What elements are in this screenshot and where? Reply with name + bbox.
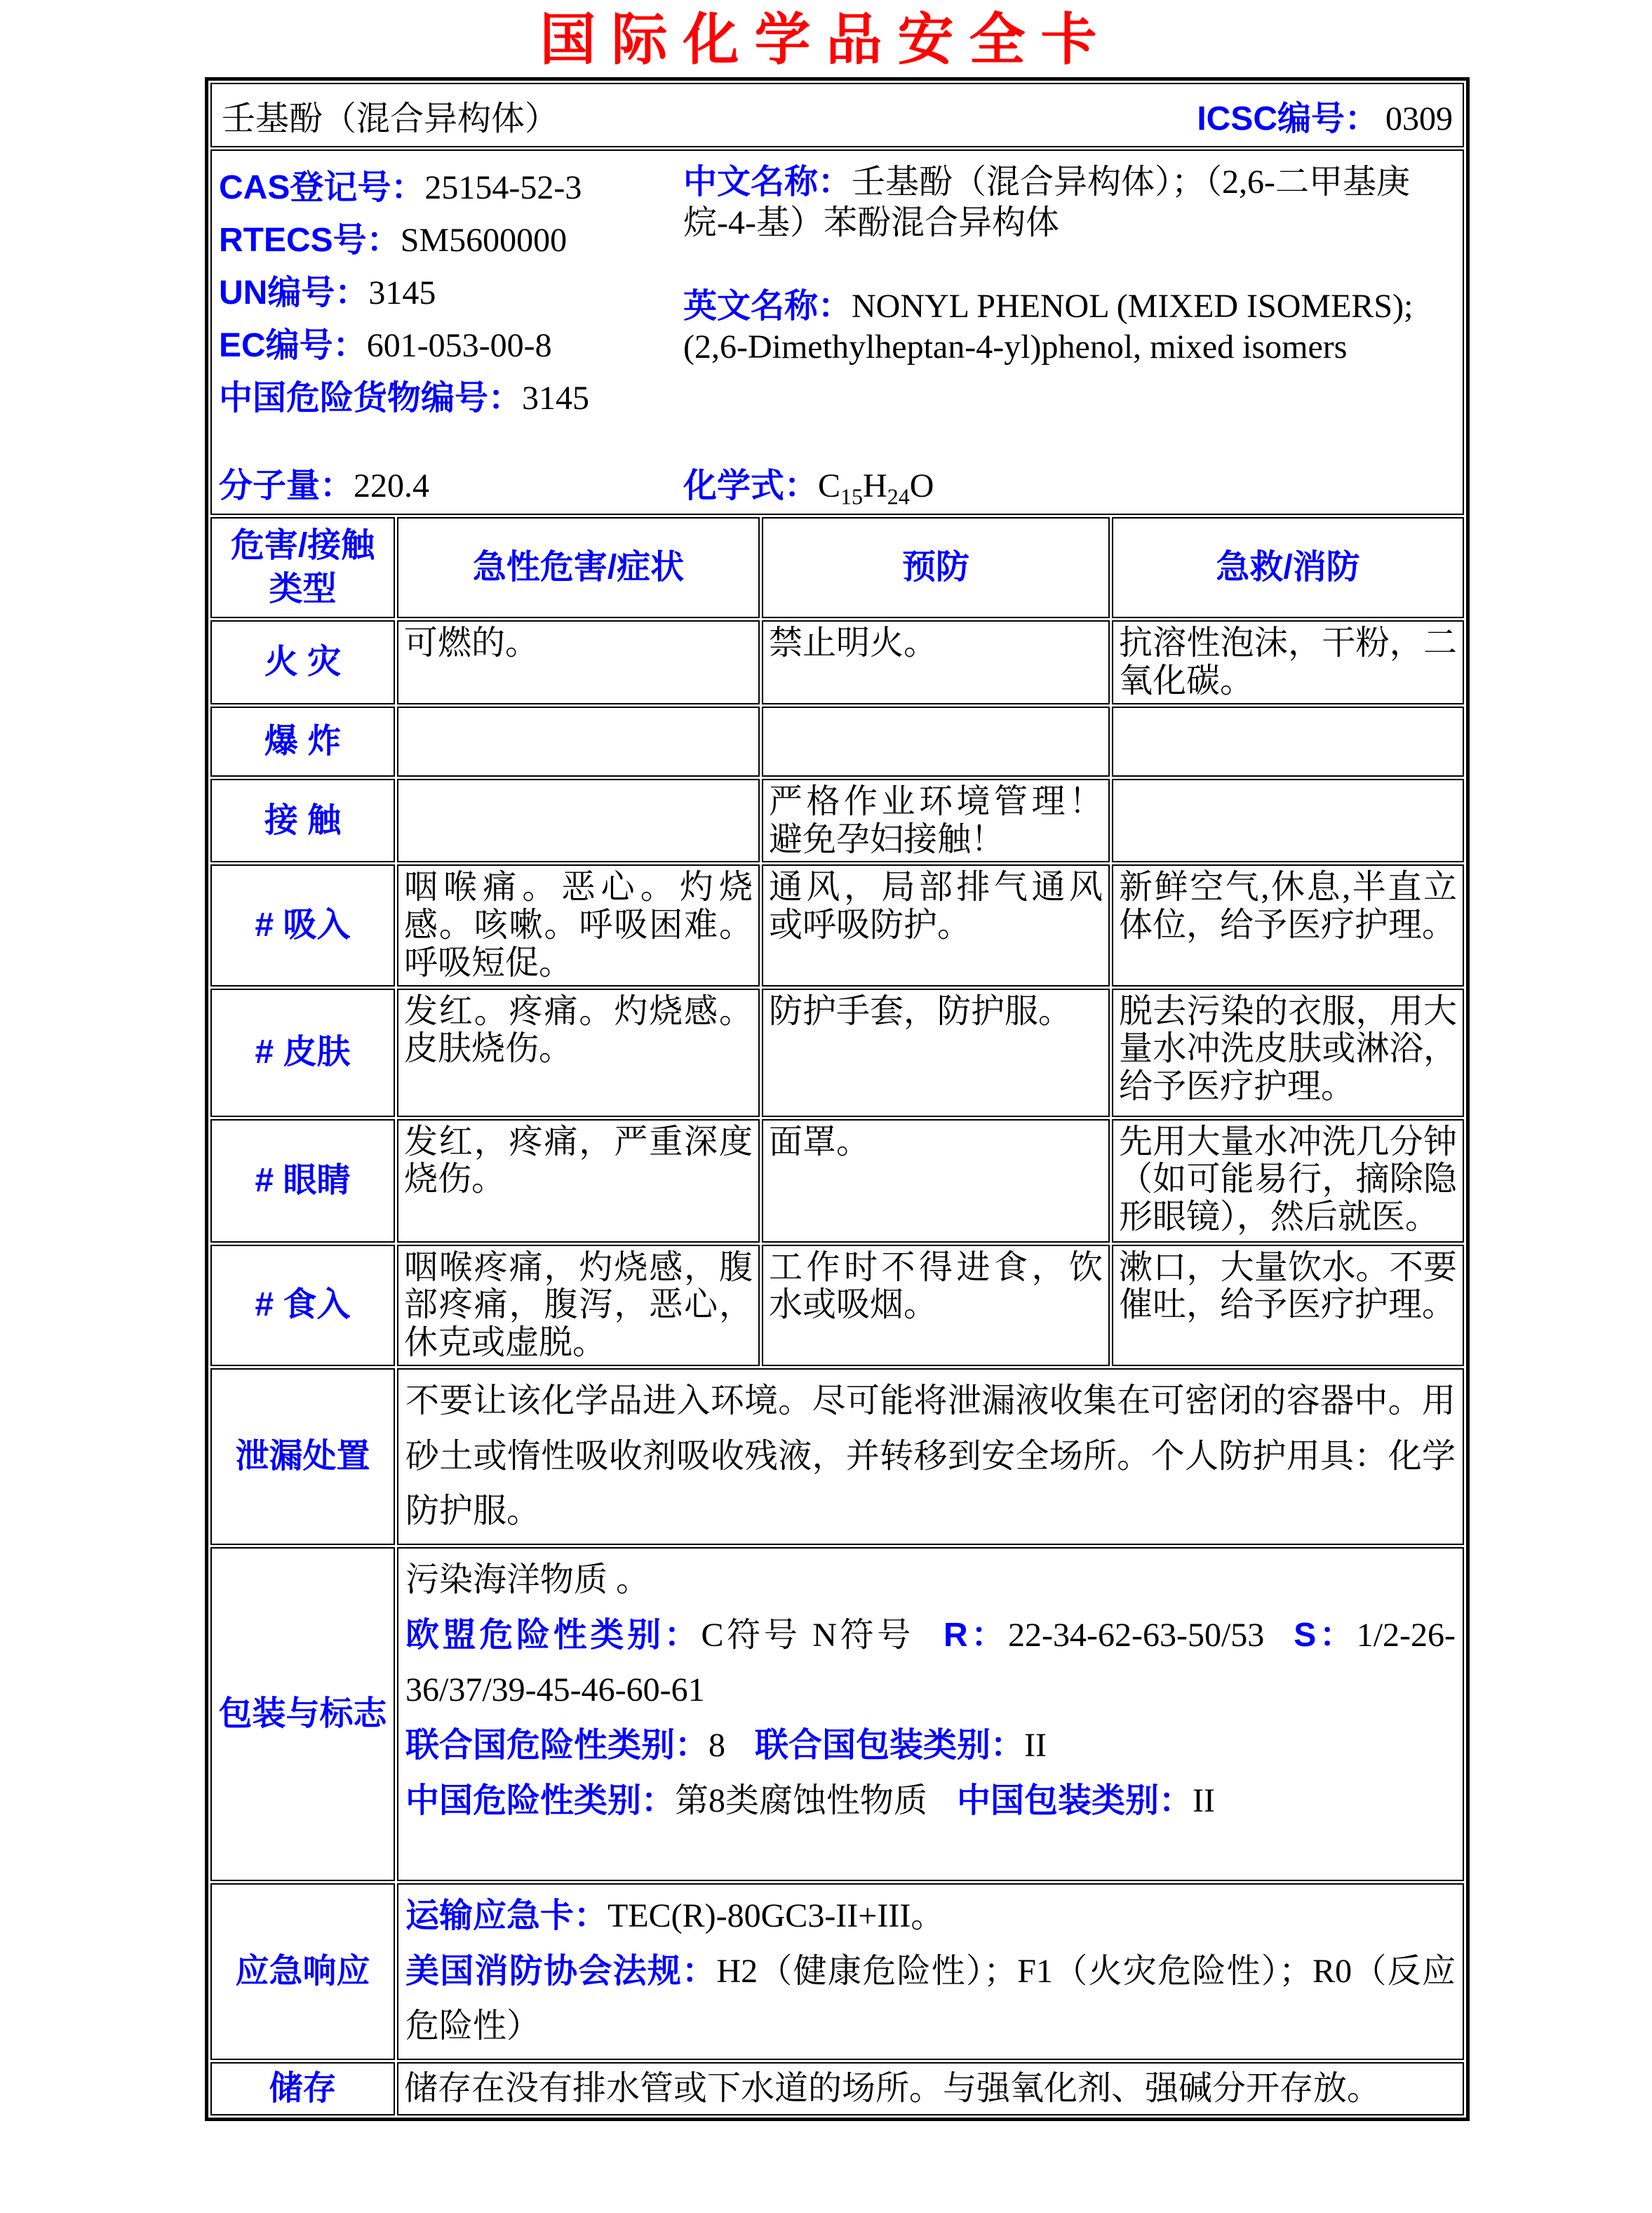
exposure-prevention-cell: 严格作业环境管理！避免孕妇接触！	[762, 779, 1110, 863]
name-block	[683, 162, 1456, 424]
cas-line	[219, 162, 683, 215]
un-label: UN编号：	[219, 274, 369, 312]
explosion-prevention-cell	[762, 707, 1110, 777]
eu-classification-line	[405, 1608, 1456, 1718]
eyes-prevention-cell: 面罩。	[762, 1119, 1110, 1243]
safety-card-table	[205, 77, 1470, 2121]
un-value: 3145	[368, 274, 436, 312]
identification-cell	[210, 149, 1464, 515]
storage-label-cell: 储存	[210, 2062, 395, 2115]
hazard-row-inhalation	[210, 864, 1464, 986]
cn-dangerous-goods-value: 3145	[522, 379, 590, 417]
ec-value: 601-053-00-8	[366, 326, 552, 364]
transport-card-label: 运输应急卡：	[405, 1897, 608, 1935]
inhalation-symptoms-cell: 咽喉痛。恶心。灼烧感。咳嗽。呼吸困难。呼吸短促。	[397, 864, 760, 986]
card-header-cell	[210, 83, 1464, 147]
r-phrases-value: 22-34-62-63-50/53	[1008, 1616, 1265, 1654]
rtecs-line	[219, 215, 683, 267]
transport-card-value: TEC(R)-80GC3-II+III。	[607, 1897, 945, 1935]
icsc-number: 0309	[1385, 100, 1453, 138]
nfpa-line	[405, 1944, 1456, 2054]
packaging-row	[210, 1547, 1464, 1881]
fire-firstaid-cell: 抗溶性泡沫，干粉，二氧化碳。	[1112, 620, 1464, 704]
icsc-number-group	[1197, 91, 1453, 140]
card-header-row	[210, 83, 1464, 147]
s-phrases-value: 1/2-26-36/37/39-45-46-60-61	[405, 1616, 1456, 1709]
spill-text-cell	[397, 1368, 1464, 1545]
eyes-type-cell: # 眼睛	[210, 1119, 395, 1243]
fire-symptoms-cell: 可燃的。	[397, 620, 760, 704]
un-line	[219, 267, 683, 320]
hazard-row-ingestion	[210, 1245, 1464, 1366]
page-title: 国际化学品安全卡	[539, 10, 1113, 72]
english-name-line	[683, 286, 1456, 367]
eyes-firstaid-cell: 先用大量水冲洗几分钟（如可能易行，摘除隐形眼镜），然后就医。	[1112, 1119, 1464, 1243]
cn-classification-line	[405, 1774, 1456, 1829]
hazard-row-exposure	[210, 779, 1464, 863]
eu-class-value: C符号 N符号	[701, 1616, 914, 1654]
skin-symptoms-cell: 发红。疼痛。灼烧感。皮肤烧伤。	[397, 989, 760, 1117]
icsc-label: ICSC编号：	[1197, 100, 1379, 138]
packaging-text-cell	[397, 1547, 1464, 1881]
skin-firstaid-cell: 脱去污染的衣服，用大量水冲洗皮肤或淋浴，给予医疗护理。	[1112, 989, 1464, 1117]
ec-label: EC编号：	[219, 326, 367, 364]
ingestion-symptoms-cell: 咽喉疼痛，灼烧感，腹部疼痛，腹泻，恶心，休克或虚脱。	[397, 1245, 760, 1366]
molecular-line	[219, 458, 1456, 507]
marine-pollutant-line: 污染海洋物质 。	[405, 1561, 650, 1599]
ec-line	[219, 320, 683, 373]
eyes-symptoms-cell: 发红，疼痛，严重深度烧伤。	[397, 1119, 760, 1243]
molecular-weight-value: 220.4	[354, 467, 430, 505]
rtecs-value: SM5600000	[400, 221, 568, 259]
hazard-row-eyes	[210, 1119, 1464, 1243]
chinese-name-value: 壬基酚（混合异构体）；（2,6-二甲基庚烷-4-基）苯酚混合异构体	[683, 163, 1411, 241]
cn-packing-value: II	[1193, 1781, 1216, 1819]
inhalation-prevention-cell: 通风，局部排气通风或呼吸防护。	[762, 864, 1110, 986]
hazard-row-fire	[210, 620, 1464, 704]
un-class-value: 8	[709, 1727, 726, 1765]
hazard-header-row	[210, 517, 1464, 618]
spill-row	[210, 1368, 1464, 1545]
molecular-weight-group	[219, 458, 683, 507]
ingestion-prevention-cell: 工作时不得进食，饮水或吸烟。	[762, 1245, 1110, 1366]
chinese-name-line	[683, 162, 1456, 243]
english-name-label: 英文名称：	[683, 288, 852, 326]
ingestion-firstaid-cell: 漱口，大量饮水。不要催吐，给予医疗护理。	[1112, 1245, 1464, 1366]
explosion-symptoms-cell	[397, 707, 760, 777]
substance-name: 壬基酚（混合异构体）	[222, 100, 559, 138]
nfpa-value: H2（健康危险性）；F1（火灾危险性）；R0（反应危险性）	[405, 1952, 1456, 2045]
skin-type-cell: # 皮肤	[210, 989, 395, 1117]
rtecs-label: RTECS号：	[219, 221, 401, 259]
chemical-formula: $C_{15}H_{24}O$	[818, 467, 934, 509]
molecular-weight-label: 分子量：	[219, 467, 354, 505]
un-classification-line	[405, 1718, 1456, 1774]
cn-class-label: 中国危险性类别：	[405, 1781, 676, 1819]
spill-text: 不要让该化学品进入环境。尽可能将泄漏液收集在可密闭的容器中。用砂土或惰性吸收剂吸收残液，并转移到安全场所。个人防护用具：化学防护服。	[405, 1382, 1456, 1530]
inhalation-firstaid-cell: 新鲜空气,休息,半直立体位，给予医疗护理。	[1112, 864, 1464, 986]
un-packing-label: 联合国包装类别：	[755, 1727, 1025, 1765]
exposure-symptoms-cell	[397, 779, 760, 863]
hazard-header-prevention: 预防	[762, 517, 1110, 618]
cn-class-value: 第8类腐蚀性物质	[675, 1781, 928, 1819]
exposure-type-cell: 接 触	[210, 779, 395, 863]
eu-class-label: 欧盟危险性类别：	[405, 1616, 701, 1654]
skin-prevention-cell: 防护手套，防护服。	[762, 989, 1110, 1117]
nfpa-label: 美国消防协会法规：	[405, 1952, 717, 1990]
storage-text-cell: 储存在没有排水管或下水道的场所。与强氧化剂、强碱分开存放。	[397, 2062, 1464, 2115]
explosion-firstaid-cell	[1112, 707, 1464, 777]
spill-label-cell: 泄漏处置	[210, 1368, 395, 1545]
english-name-value: NONYL PHENOL (MIXED ISOMERS); (2,6-Dimethylheptan-4-yl)phenol, mixed isomers	[683, 288, 1413, 366]
cn-dangerous-goods-label: 中国危险货物编号：	[219, 379, 523, 417]
un-packing-value: II	[1024, 1727, 1047, 1765]
r-phrases-label: R：	[943, 1616, 1009, 1654]
un-class-label: 联合国危险性类别：	[405, 1727, 709, 1765]
cas-label: CAS登记号：	[219, 169, 425, 206]
storage-row	[210, 2062, 1464, 2115]
cn-dangerous-goods-line	[219, 373, 683, 425]
explosion-type-cell: 爆 炸	[210, 707, 395, 777]
cas-value: 25154-52-3	[424, 169, 582, 206]
identification-row	[210, 149, 1464, 515]
s-phrases-label: S：	[1294, 1616, 1357, 1654]
transport-card-line	[405, 1889, 1456, 1944]
emergency-row	[210, 1883, 1464, 2060]
ingestion-type-cell: # 食入	[210, 1245, 395, 1366]
fire-prevention-cell: 禁止明火。	[762, 620, 1110, 704]
emergency-label-cell: 应急响应	[210, 1883, 395, 2060]
cn-packing-label: 中国包装类别：	[957, 1781, 1193, 1819]
identifier-list	[219, 162, 683, 424]
hazard-row-explosion	[210, 707, 1464, 777]
chinese-name-label: 中文名称：	[683, 163, 852, 201]
fire-type-cell: 火 灾	[210, 620, 395, 704]
chemical-formula-label: 化学式：	[683, 467, 819, 505]
inhalation-type-cell: # 吸入	[210, 864, 395, 986]
hazard-row-skin	[210, 989, 1464, 1117]
exposure-firstaid-cell	[1112, 779, 1464, 863]
hazard-header-firstaid: 急救/消防	[1112, 517, 1464, 618]
hazard-header-type: 危害/接触类型	[210, 517, 395, 618]
hazard-header-symptoms: 急性危害/症状	[397, 517, 760, 618]
emergency-text-cell	[397, 1883, 1464, 2060]
packaging-label-cell: 包装与标志	[210, 1547, 395, 1881]
chemical-formula-group	[683, 458, 934, 507]
